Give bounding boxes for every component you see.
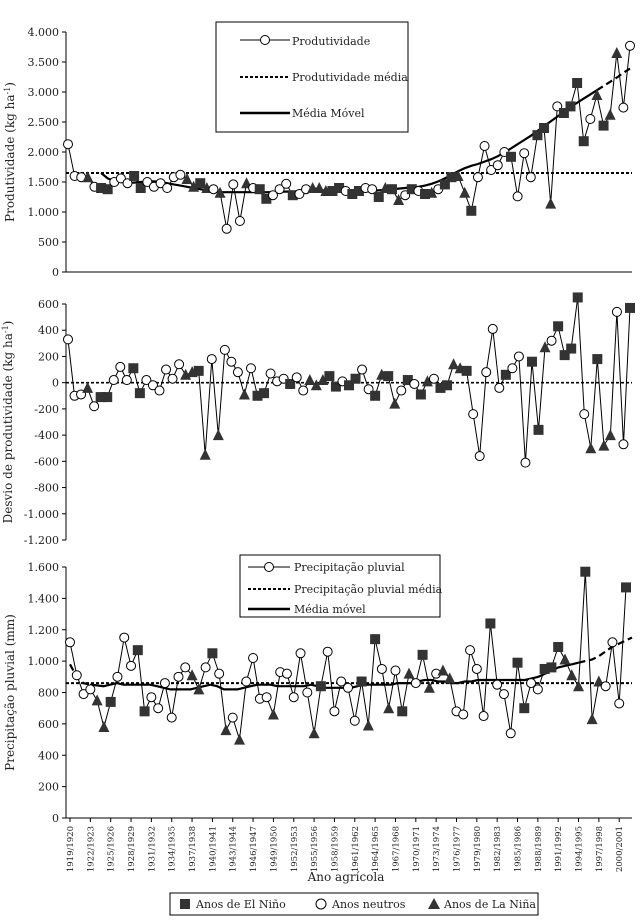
neutral-marker: [163, 184, 172, 193]
neutral-marker: [66, 638, 75, 647]
la-nina-marker: [598, 440, 609, 451]
x-tick-label: 1934/1935: [167, 826, 178, 873]
la-nina-marker: [383, 702, 394, 713]
legend-label-precipitacao-media: Precipitação pluvial média: [294, 583, 443, 596]
neutral-marker: [296, 649, 305, 658]
y-tick-label: 1.600: [27, 561, 59, 574]
neutral-marker: [235, 217, 244, 226]
neutral-marker: [480, 142, 489, 151]
el-nino-marker: [416, 389, 426, 399]
neutral-marker: [514, 352, 523, 361]
x-tick-label: 1952/1953: [289, 826, 300, 873]
neutral-marker: [521, 458, 530, 467]
la-nina-marker: [220, 724, 231, 735]
x-tick-label: 2000/2001: [615, 826, 626, 873]
y-axis-label: Produtividade (kg $ha^{-1}$): [2, 82, 17, 222]
neutral-marker: [619, 103, 628, 112]
neutral-marker: [459, 710, 468, 719]
neutral-marker: [615, 699, 624, 708]
el-nino-marker: [106, 697, 116, 707]
el-nino-marker: [135, 388, 145, 398]
el-nino-marker: [565, 101, 575, 111]
neutral-marker: [174, 672, 183, 681]
x-tick-label: 1979/1980: [472, 826, 483, 873]
la-nina-marker: [239, 388, 250, 399]
x-tick-label: 1931/1932: [147, 826, 158, 873]
el-nino-marker: [519, 703, 529, 713]
neutral-marker: [479, 712, 488, 721]
neutral-marker: [493, 680, 502, 689]
x-tick-label: 1985/1986: [513, 826, 524, 873]
la-nina-marker: [573, 680, 584, 691]
neutral-marker: [222, 224, 231, 233]
y-tick-label: 4.000: [27, 26, 59, 39]
y-tick-label: 1.000: [27, 206, 59, 219]
la-nina-marker: [566, 669, 577, 680]
la-nina-marker: [82, 382, 93, 393]
legend-label-produtividade: Produtividade: [292, 35, 371, 48]
el-nino-marker: [324, 371, 334, 381]
el-nino-marker: [194, 366, 204, 376]
neutral-marker: [215, 669, 224, 678]
y-tick-label: -400: [34, 429, 59, 443]
neutral-marker: [147, 693, 156, 702]
neutral-marker: [547, 336, 556, 345]
la-nina-marker: [605, 109, 616, 120]
legend-circle-marker: [261, 36, 270, 45]
la-nina-marker: [605, 429, 616, 440]
neutral-marker: [292, 373, 301, 382]
x-tick-label: 1946/1947: [249, 826, 260, 873]
la-nina-marker: [587, 713, 598, 724]
neutral-marker: [207, 355, 216, 364]
x-tick-label: 1919/1920: [66, 826, 76, 873]
x-tick-label: 1964/1965: [371, 826, 382, 873]
el-nino-marker: [259, 388, 269, 398]
el-nino-marker: [316, 681, 326, 691]
y-tick-label: -800: [34, 481, 59, 495]
la-nina-marker: [611, 47, 622, 58]
y-axis-label-sup: -1: [0, 325, 10, 334]
el-nino-marker: [140, 706, 150, 716]
neutral-marker: [488, 324, 497, 333]
neutral-marker: [289, 693, 298, 702]
neutral-marker: [175, 360, 184, 369]
neutral-marker: [120, 633, 129, 642]
neutral-marker: [391, 666, 400, 675]
neutral-marker: [113, 672, 122, 681]
la-nina-marker: [268, 708, 279, 719]
y-axis-label-close: ): [1, 320, 15, 326]
y-tick-label: 2.500: [27, 116, 59, 129]
neutral-marker: [229, 180, 238, 189]
el-nino-marker: [195, 178, 205, 188]
el-nino-marker: [534, 425, 544, 435]
el-nino-marker: [255, 184, 265, 194]
el-nino-marker: [357, 677, 367, 687]
el-nino-marker: [207, 648, 217, 658]
neutral-marker: [127, 661, 136, 670]
chart-desvio-produtividade: [1, 292, 636, 547]
neutral-marker: [411, 679, 420, 688]
y-tick-label: 3.000: [27, 86, 59, 99]
la-nina-marker: [585, 442, 596, 453]
neutral-marker: [626, 41, 635, 50]
y-tick-label: 400: [38, 324, 59, 338]
neutral-marker: [209, 185, 218, 194]
el-nino-marker: [553, 642, 563, 652]
x-tick-label: 1970/1971: [411, 826, 422, 873]
neutral-marker: [586, 115, 595, 124]
y-tick-label: -1.000: [23, 507, 59, 521]
el-nino-square-icon: [180, 899, 190, 909]
legend-la-nina: Anos de La Niña: [444, 898, 536, 911]
y-tick-label: 400: [38, 749, 59, 763]
y-tick-label: 600: [38, 298, 59, 311]
neutral-marker: [122, 376, 131, 385]
x-tick-label: 1997/1998: [594, 826, 605, 873]
el-nino-marker: [485, 618, 495, 628]
y-tick-label: 1.200: [27, 623, 59, 637]
x-tick-label: 1925/1926: [106, 826, 117, 873]
y-tick-label: -200: [34, 402, 59, 416]
neutral-marker: [323, 647, 332, 656]
x-tick-label: 1928/1929: [127, 826, 138, 873]
neutral-marker: [513, 192, 522, 201]
y-tick-label: 1.000: [27, 655, 59, 669]
neutral-marker: [472, 664, 481, 673]
neutral-marker: [227, 357, 236, 366]
y-tick-label: 0: [52, 812, 59, 825]
neutral-marker: [608, 638, 617, 647]
la-nina-marker: [234, 734, 245, 745]
el-nino-marker: [128, 363, 138, 373]
y-tick-label: 3.500: [27, 56, 59, 69]
neutral-marker: [90, 402, 99, 411]
neutral-marker: [493, 161, 502, 170]
x-tick-label: 1994/1995: [574, 826, 585, 873]
la-nina-marker: [363, 719, 374, 730]
el-nino-marker: [513, 658, 523, 668]
neutral-marker: [344, 683, 353, 692]
el-nino-marker: [351, 374, 361, 384]
la-nina-marker: [459, 187, 470, 198]
el-nino-marker: [129, 171, 139, 181]
y-axis-label: Desvio de produtividade (kg $ha^{-1}$): [0, 320, 15, 524]
neutral-marker: [506, 729, 515, 738]
x-tick-label: 1922/1923: [86, 826, 97, 873]
legend-el-nino: Anos de El Niño: [196, 898, 286, 911]
x-tick-label: 1949/1950: [269, 826, 280, 873]
la-nina-marker: [545, 198, 556, 209]
neutral-marker: [109, 376, 118, 385]
el-nino-marker: [370, 391, 380, 401]
x-tick-label: 1976/1977: [452, 826, 463, 873]
el-nino-marker: [625, 303, 635, 313]
neutral-marker: [580, 410, 589, 419]
neutral-marker: [162, 365, 171, 374]
y-tick-label: 600: [38, 717, 59, 731]
neutral-marker: [499, 690, 508, 699]
el-nino-marker: [553, 321, 563, 331]
neutral-marker: [397, 386, 406, 395]
neutral-marker: [358, 365, 367, 374]
el-nino-marker: [572, 78, 582, 88]
el-nino-marker: [527, 357, 537, 367]
x-tick-label: 1943/1944: [228, 826, 239, 873]
la-nina-marker: [591, 89, 602, 100]
la-nina-marker: [213, 429, 224, 440]
el-nino-marker: [539, 123, 549, 133]
y-axis-label-close: ): [3, 82, 17, 87]
neutral-marker: [282, 669, 291, 678]
neutral-marker: [601, 682, 610, 691]
neutral-marker: [168, 374, 177, 383]
el-nino-marker: [579, 136, 589, 146]
legend-produtividade: [216, 22, 408, 132]
neutral-marker: [249, 653, 258, 662]
el-nino-marker: [374, 192, 384, 202]
el-nino-marker: [370, 634, 380, 644]
el-nino-marker: [462, 366, 472, 376]
y-tick-label: 1.400: [27, 592, 59, 606]
legend-label-produtividade-media: Produtividade média: [292, 71, 408, 84]
el-nino-marker: [573, 292, 583, 302]
neutral-circle-icon: [316, 899, 326, 909]
el-nino-marker: [383, 371, 393, 381]
la-nina-marker: [559, 654, 570, 665]
el-nino-marker: [466, 206, 476, 216]
neutral-marker: [167, 713, 176, 722]
neutral-marker: [160, 679, 169, 688]
x-axis-label: Ano agrícola: [307, 870, 385, 884]
el-nino-marker: [621, 582, 631, 592]
neutral-marker: [220, 345, 229, 354]
neutral-marker: [495, 383, 504, 392]
y-tick-label: 0: [52, 266, 59, 279]
neutral-marker: [282, 179, 291, 188]
el-nino-marker: [599, 121, 609, 131]
neutral-marker: [473, 173, 482, 182]
x-tick-label: 1973/1974: [432, 826, 443, 873]
neutral-marker: [228, 713, 237, 722]
el-nino-marker: [418, 650, 428, 660]
neutral-marker: [303, 688, 312, 697]
x-tick-label: 1940/1941: [208, 826, 219, 873]
y-axis-label-sup: -1: [2, 86, 12, 95]
neutral-marker: [619, 440, 628, 449]
y-tick-label: 200: [38, 350, 59, 364]
y-axis-label: Precipitação pluvial (mm): [3, 614, 17, 771]
neutral-marker: [508, 364, 517, 373]
x-tick-label: 1991/1992: [554, 826, 565, 873]
el-nino-marker: [546, 662, 556, 672]
la-nina-marker: [404, 668, 415, 679]
neutral-marker: [176, 170, 185, 179]
el-nino-marker: [442, 380, 452, 390]
neutral-marker: [466, 646, 475, 655]
y-tick-label: 1.500: [27, 176, 59, 189]
la-nina-marker: [98, 721, 109, 732]
y-tick-label: 800: [38, 686, 59, 700]
deviation-series-line: [68, 297, 630, 462]
legend-label-media-movel-precip: Média móvel: [294, 603, 366, 616]
la-nina-marker: [304, 374, 315, 385]
legend-label-precipitacao: Precipitação pluvial: [294, 561, 405, 574]
neutral-marker: [154, 704, 163, 713]
neutral-marker: [242, 677, 251, 686]
neutral-marker: [233, 368, 242, 377]
el-nino-marker: [387, 184, 397, 194]
neutral-marker: [330, 707, 339, 716]
x-tick-label: 1982/1983: [493, 826, 504, 873]
neutral-marker: [246, 364, 255, 373]
neutral-marker: [181, 663, 190, 672]
neutral-marker: [377, 664, 386, 673]
la-nina-marker: [200, 449, 211, 460]
el-nino-marker: [397, 706, 407, 716]
legend-neutros: Anos neutros: [332, 898, 406, 911]
neutral-marker: [201, 663, 210, 672]
legend-label-media-movel: Média Móvel: [292, 107, 365, 120]
neutral-marker: [526, 173, 535, 182]
legend-enso: [170, 893, 538, 915]
neutral-marker: [350, 716, 359, 725]
y-tick-label: -1.200: [23, 534, 59, 547]
el-nino-marker: [592, 354, 602, 364]
neutral-marker: [266, 369, 275, 378]
x-tick-label: 1955/1956: [310, 826, 321, 873]
neutral-marker: [72, 671, 81, 680]
moving-average-line-end: [579, 638, 633, 663]
neutral-marker: [475, 452, 484, 461]
la-nina-marker: [309, 727, 320, 738]
el-nino-marker: [102, 392, 112, 402]
neutral-marker: [64, 335, 73, 344]
neutral-marker: [155, 386, 164, 395]
neutral-marker: [64, 140, 73, 149]
neutral-marker: [520, 149, 529, 158]
neutral-marker: [262, 693, 271, 702]
neutral-marker: [482, 368, 491, 377]
neutral-marker: [86, 685, 95, 694]
el-nino-marker: [133, 645, 143, 655]
el-nino-marker: [580, 567, 590, 577]
x-tick-label: 1958/1959: [330, 826, 341, 873]
neutral-marker: [612, 307, 621, 316]
neutral-marker: [116, 362, 125, 371]
y-tick-label: 2.000: [27, 146, 59, 159]
y-tick-label: 200: [38, 780, 59, 794]
neutral-marker: [410, 379, 419, 388]
y-tick-label: -600: [34, 455, 59, 469]
x-tick-label: 1967/1968: [391, 826, 402, 873]
legend-precipitacao: [240, 555, 443, 617]
y-tick-label: 0: [52, 376, 59, 390]
neutral-marker: [299, 386, 308, 395]
neutral-marker: [469, 410, 478, 419]
x-tick-label: 1961/1962: [350, 826, 361, 873]
el-nino-marker: [566, 344, 576, 354]
el-nino-marker: [506, 152, 516, 162]
x-tick-label: 1988/1989: [533, 826, 544, 873]
la-nina-marker: [389, 398, 400, 409]
x-tick-label: 1937/1938: [188, 826, 199, 873]
neutral-marker: [429, 374, 438, 383]
legend-circle-marker: [265, 563, 274, 572]
y-tick-label: 500: [38, 236, 59, 249]
neutral-marker: [533, 685, 542, 694]
la-nina-marker: [92, 694, 103, 705]
